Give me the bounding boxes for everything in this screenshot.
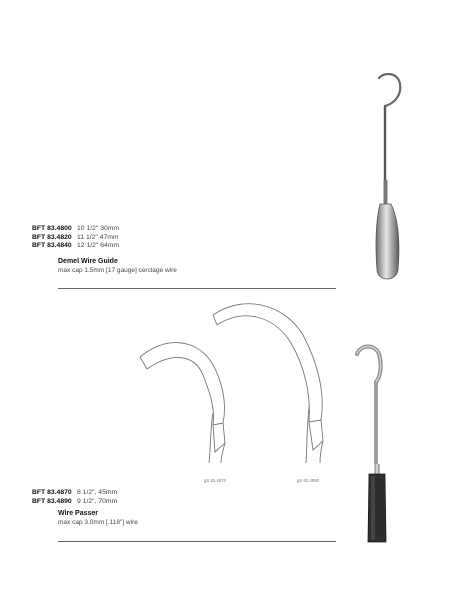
product-description-wire-passer: max cap 3.0mm [.118"] wire (58, 519, 138, 526)
drawing-label: gS 82.4870 (204, 478, 226, 483)
product-description-demel: max cap 1.5mm [17 gauge] cerclage wire (58, 267, 177, 274)
product-code: BFT 83.4820 (32, 233, 72, 241)
product-dims: 10 1/2" 30mm (77, 225, 120, 232)
drawing-label: gS 82.4890 (297, 478, 319, 483)
product-name-wire-passer: Wire Passer (58, 510, 99, 517)
product-codes-wire-passer (32, 489, 117, 506)
product-dims: 9 1/2", 70mm (77, 497, 118, 505)
product-name-demel: Demel Wire Guide (58, 258, 118, 265)
wire-passer-photo (345, 342, 395, 547)
product-code: BFT 83.4840 (32, 242, 72, 250)
wire-passer-small-outline (140, 343, 225, 463)
product-code: BFT 83.4870 (32, 489, 72, 496)
demel-wire-guide-photo (360, 70, 420, 290)
section-divider (58, 288, 336, 289)
code-row (32, 489, 117, 498)
product-code: BFT 83.4800 (32, 225, 72, 232)
code-row (32, 234, 119, 243)
wire-passer-drawings (135, 295, 345, 465)
product-dims: 8 1/2", 45mm (77, 489, 118, 496)
code-row (32, 225, 119, 234)
product-code: BFT 83.4890 (32, 497, 72, 505)
code-row (32, 498, 117, 507)
code-row (32, 242, 119, 251)
section-divider (58, 541, 336, 542)
product-codes-demel (32, 225, 119, 251)
wire-passer-large-outline (213, 304, 323, 463)
product-dims: 11 1/2" 47mm (77, 233, 119, 241)
product-dims: 12 1/2" 64mm (77, 242, 120, 250)
